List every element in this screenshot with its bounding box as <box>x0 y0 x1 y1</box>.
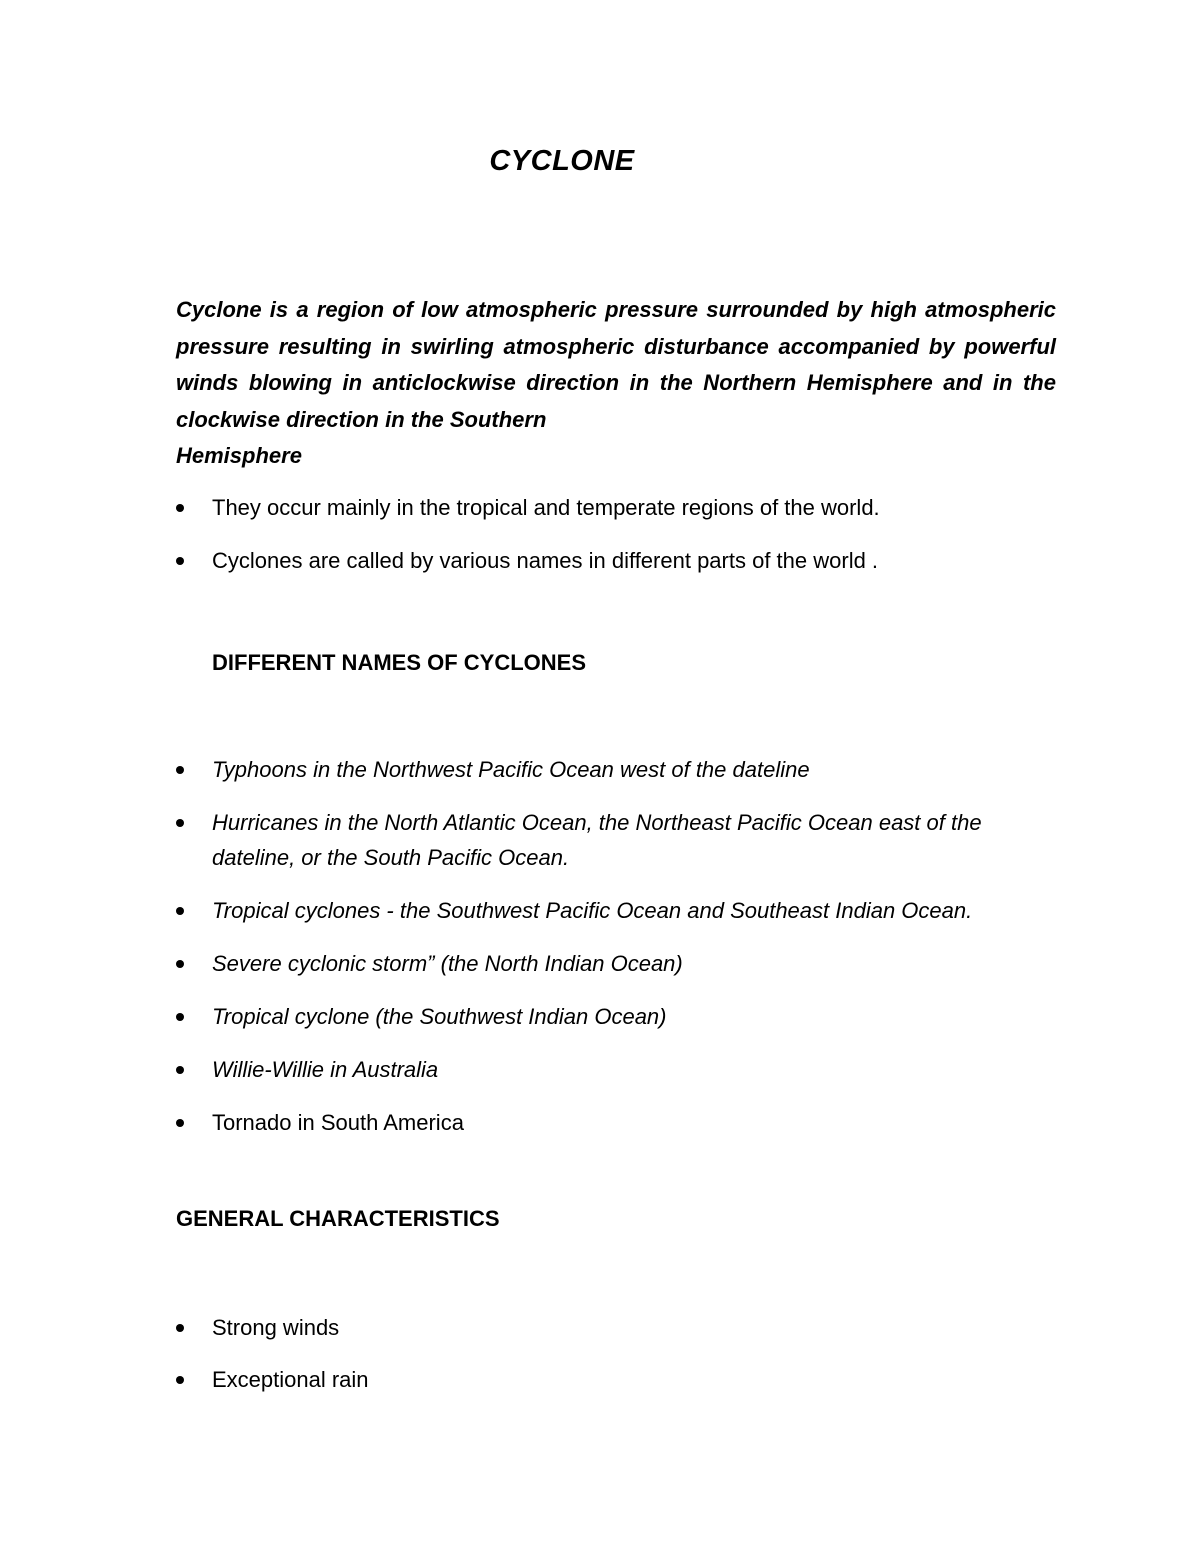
page-title: CYCLONE <box>489 145 635 177</box>
list-item <box>176 946 1066 981</box>
list-item <box>176 1105 1066 1140</box>
list-item-text: Tropical cyclone (the Southwest Indian Ocean) <box>212 1004 667 1029</box>
list-item <box>176 1310 1066 1345</box>
list-item <box>176 893 1066 928</box>
list-item-text: Strong winds <box>212 1315 340 1340</box>
section-heading-names: DIFFERENT NAMES OF CYCLONES <box>212 650 587 675</box>
list-item <box>176 752 1066 787</box>
list-item <box>176 999 1066 1034</box>
cyclone-names-list <box>176 752 1066 1158</box>
characteristics-list <box>176 1310 1066 1414</box>
bullet-icon <box>176 907 184 915</box>
list-item <box>176 805 1066 875</box>
bullet-icon <box>176 1066 184 1074</box>
intro-paragraph <box>176 292 1056 475</box>
list-item-text: Severe cyclonic storm” (the North Indian Ocean) <box>212 951 683 976</box>
list-item <box>176 1362 1066 1397</box>
bullet-icon <box>176 819 184 827</box>
list-item <box>176 543 1066 578</box>
bullet-icon <box>176 1013 184 1021</box>
list-item-text: Exceptional rain <box>212 1367 369 1392</box>
bullet-icon <box>176 1324 184 1332</box>
intro-last-line: Hemisphere <box>176 443 302 468</box>
list-item-text: Typhoons in the Northwest Pacific Ocean west of the dateline <box>212 757 810 782</box>
list-item-text: Willie-Willie in Australia <box>212 1057 439 1082</box>
intro-text: Cyclone is a region of low atmospheric pressure surrounded by high atmospheric pressure resulting in swirling atmospheric disturbance accompanied by powerful winds blowing in anticlockwise direction in the Northern Hemisphere and in the clockwise direction in the Southern <box>176 297 1056 432</box>
intro-bullet-list <box>176 490 1066 596</box>
bullet-icon <box>176 1119 184 1127</box>
bullet-icon <box>176 557 184 565</box>
list-item-text: Hurricanes in the North Atlantic Ocean, the Northeast Pacific Ocean east of the dateline, or the South Pacific Ocean. <box>212 810 982 870</box>
list-item-text: Tornado in South America <box>212 1110 464 1135</box>
list-item-text: Cyclones are called by various names in different parts of the world . <box>212 548 879 573</box>
bullet-icon <box>176 960 184 968</box>
bullet-icon <box>176 1376 184 1384</box>
bullet-icon <box>176 504 184 512</box>
list-item-text: They occur mainly in the tropical and temperate regions of the world. <box>212 495 880 520</box>
list-item <box>176 490 1066 525</box>
list-item-text: Tropical cyclones - the Southwest Pacific Ocean and Southeast Indian Ocean. <box>212 898 973 923</box>
list-item <box>176 1052 1066 1087</box>
bullet-icon <box>176 766 184 774</box>
section-heading-characteristics: GENERAL CHARACTERISTICS <box>176 1206 500 1231</box>
